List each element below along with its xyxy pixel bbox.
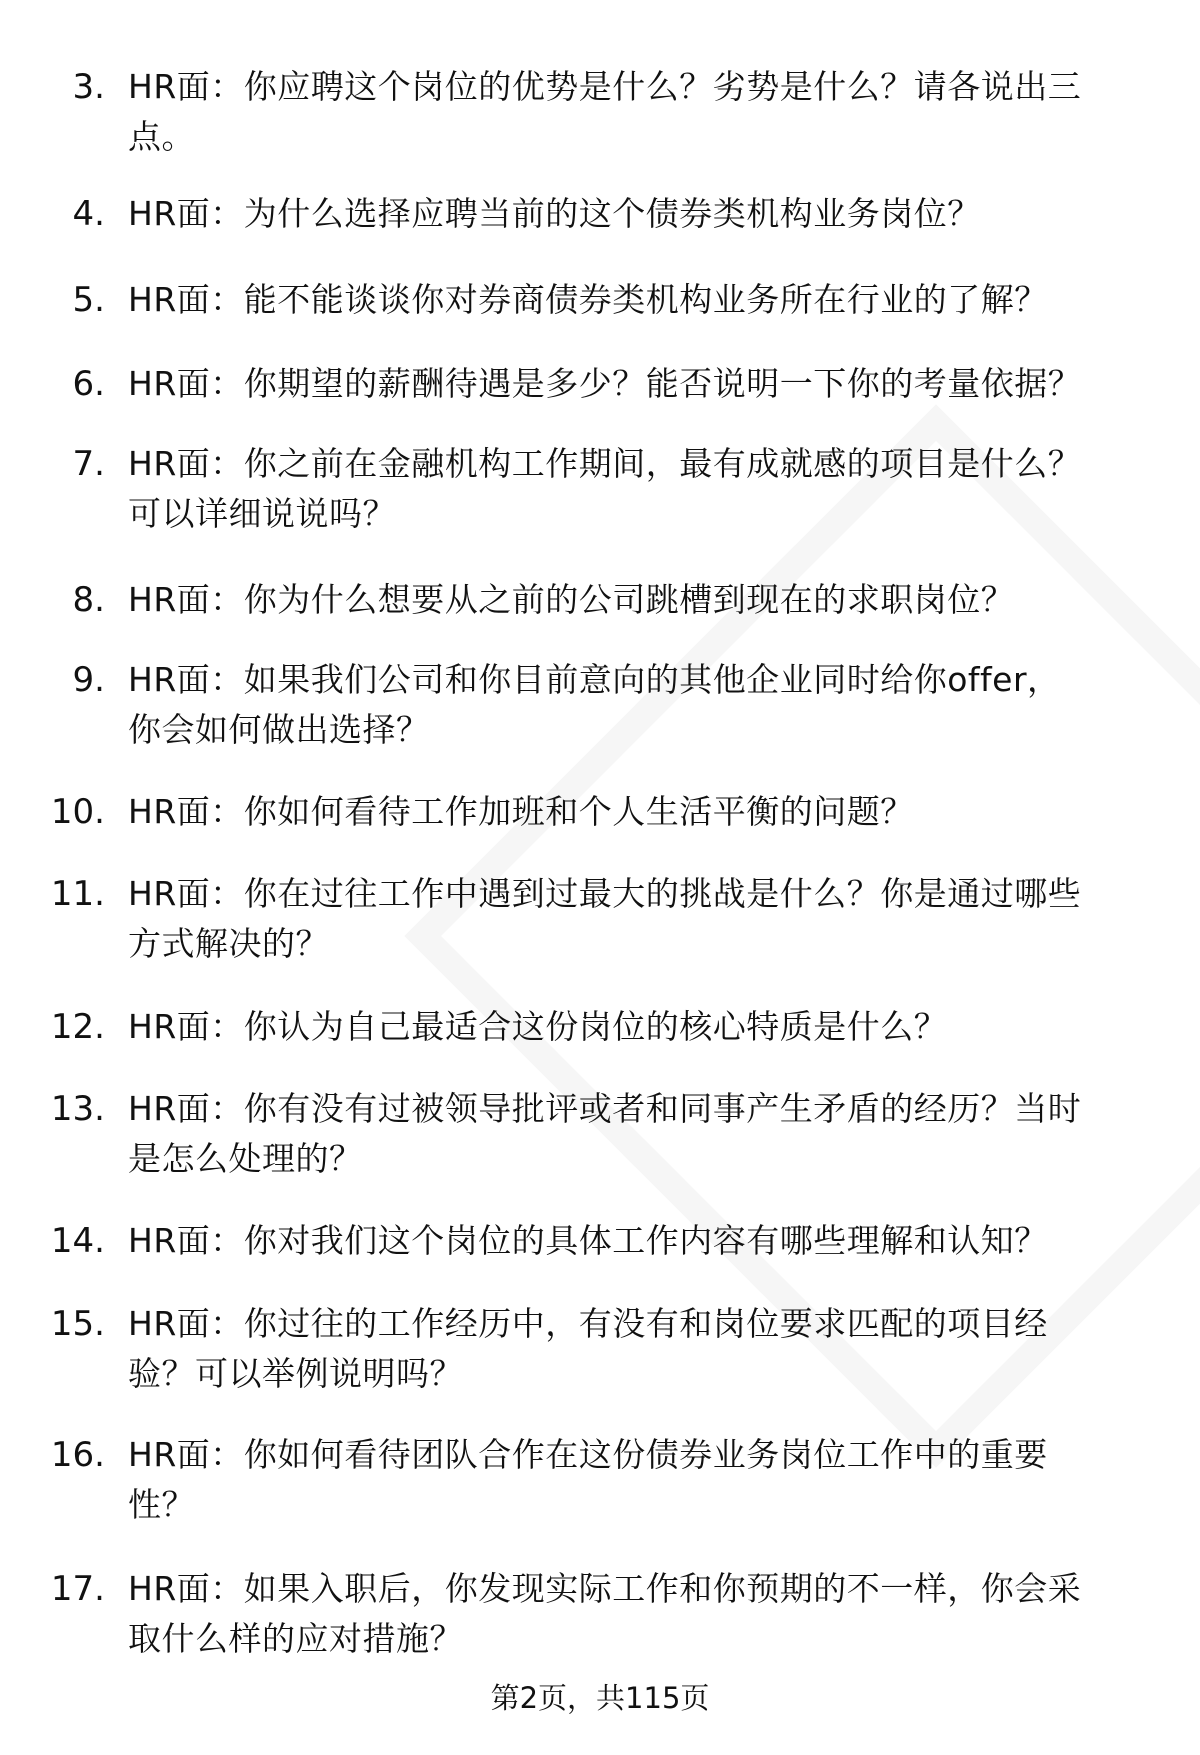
question-text-line: HR面：为什么选择应聘当前的这个债券类机构业务岗位？ (128, 194, 981, 233)
question-text-line: HR面：你认为自己最适合这份岗位的核心特质是什么？ (128, 1007, 948, 1046)
question-number: 6. (72, 364, 105, 404)
question-text-line: HR面：如果我们公司和你目前意向的其他企业同时给你offer， (128, 660, 1061, 699)
question-text-line: 你会如何做出选择？ (128, 710, 430, 749)
question-text-line: 是怎么处理的？ (128, 1139, 363, 1178)
question-number: 7. (72, 444, 105, 484)
question-text-line: HR面：你应聘这个岗位的优势是什么？劣势是什么？请各说出三 (128, 67, 1082, 106)
question-text-line: HR面：你如何看待团队合作在这份债券业务岗位工作中的重要 (128, 1435, 1048, 1474)
question-text-line: HR面：你如何看待工作加班和个人生活平衡的问题？ (128, 792, 914, 831)
question-text-line: HR面：你期望的薪酬待遇是多少？能否说明一下你的考量依据？ (128, 364, 1082, 403)
question-number: 14. (50, 1221, 105, 1261)
question-text-line: HR面：能不能谈谈你对券商债券类机构业务所在行业的了解？ (128, 280, 1048, 319)
question-text-line: 点。 (128, 117, 195, 156)
question-text-line: 验？可以举例说明吗？ (128, 1354, 463, 1393)
question-text-line: HR面：你在过往工作中遇到过最大的挑战是什么？你是通过哪些 (128, 874, 1082, 913)
question-number: 13. (50, 1089, 105, 1129)
question-text-line: 取什么样的应对措施？ (128, 1619, 463, 1658)
question-number: 3. (72, 67, 105, 107)
question-number: 10. (50, 792, 105, 832)
question-text-line: HR面：你有没有过被领导批评或者和同事产生矛盾的经历？当时 (128, 1089, 1082, 1128)
question-text-line: 性？ (128, 1485, 195, 1524)
question-text-line: 可以详细说说吗？ (128, 494, 396, 533)
question-text-line: HR面：你对我们这个岗位的具体工作内容有哪些理解和认知？ (128, 1221, 1048, 1260)
question-text-line: HR面：你为什么想要从之前的公司跳槽到现在的求职岗位？ (128, 580, 1015, 619)
question-text-line: HR面：你过往的工作经历中，有没有和岗位要求匹配的项目经 (128, 1304, 1048, 1343)
question-number: 11. (50, 874, 105, 914)
question-number: 16. (50, 1435, 105, 1475)
question-number: 4. (72, 194, 105, 234)
question-text-line: 方式解决的？ (128, 924, 329, 963)
question-number: 5. (72, 280, 105, 320)
page-footer: 第2页，共115页 (490, 1681, 710, 1715)
question-text-line: HR面：你之前在金融机构工作期间，最有成就感的项目是什么？ (128, 444, 1082, 483)
question-number: 17. (50, 1569, 105, 1609)
question-text-line: HR面：如果入职后，你发现实际工作和你预期的不一样，你会采 (128, 1569, 1082, 1608)
question-number: 8. (72, 580, 105, 620)
question-number: 9. (72, 660, 105, 700)
question-number: 15. (50, 1304, 105, 1344)
question-number: 12. (50, 1007, 105, 1047)
